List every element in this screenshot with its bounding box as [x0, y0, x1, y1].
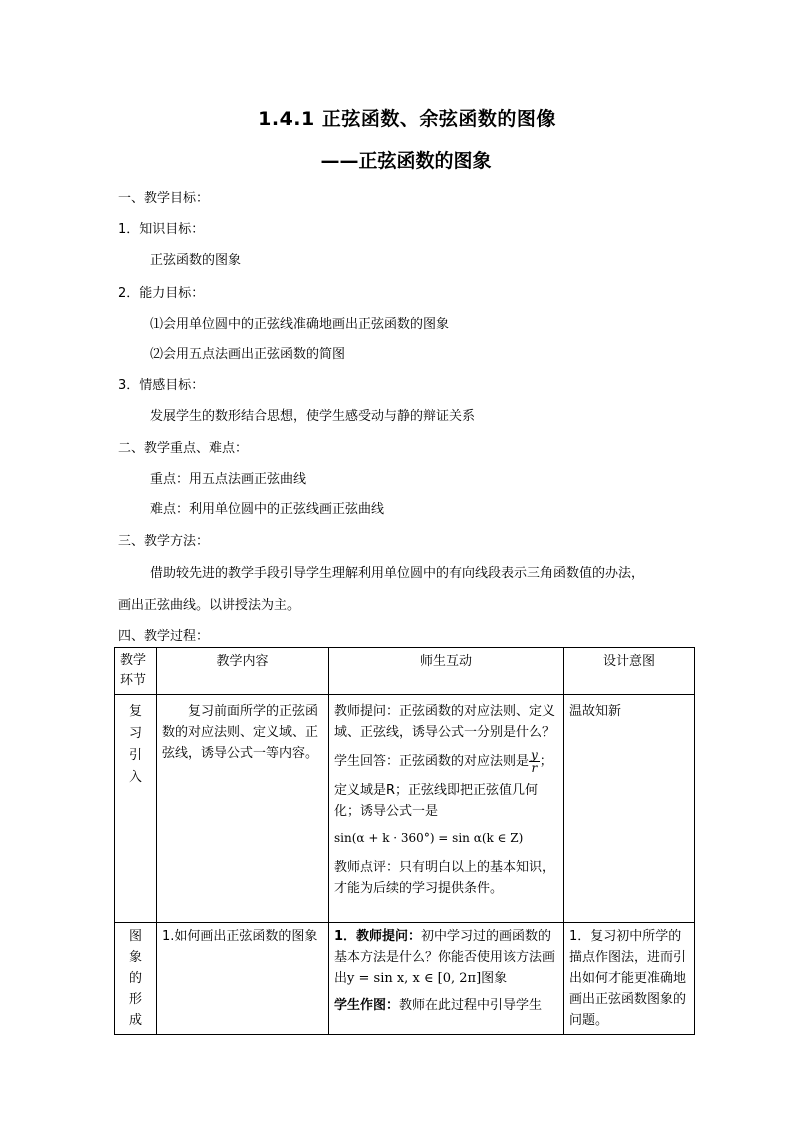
table-row: [115, 923, 695, 1035]
sine-range-expression: y = sin x, x ∈ [0, 2π]: [347, 971, 482, 986]
teaching-process-table: [114, 647, 695, 1035]
stage-char: 复: [128, 704, 142, 719]
stage-char: 成: [128, 1013, 142, 1028]
section-heading-keypoints: 二、教学重点、难点：: [118, 441, 249, 456]
teacher-question-suffix: 图象: [481, 971, 508, 986]
header-content: 教学内容: [157, 648, 329, 695]
interaction-cell-formation: [329, 923, 564, 1035]
teacher-question: 教师提问：正弦函数的对应法则、定义域、正弦线，诱导公式一分别是什么？: [334, 704, 556, 740]
intent-text: 1．复习初中所学的描点作图法，进而引出如何才能更准确地画出正弦函数图象的问题。: [569, 929, 687, 1028]
stage-char: 的: [128, 971, 142, 986]
induction-formula: sin(α + k · 360°) = sin α(k ∈ Z): [334, 831, 524, 845]
teacher-question-2: [334, 926, 558, 989]
header-intent: 设计意图: [564, 648, 695, 695]
student-answer-cont: 定义域是R；正弦线即把正弦值几何化；诱导公式一是: [334, 783, 539, 819]
stage-char: 图: [128, 929, 142, 944]
student-answer: [334, 749, 558, 774]
content-cell-review: [157, 695, 329, 923]
teacher-question-text: 初中学习过的画函数的基本方法是什么？你能否使用该方法画出: [334, 929, 556, 986]
student-answer-suffix: ；: [539, 754, 553, 769]
stage-char: 形: [128, 992, 142, 1007]
emotion-objective-label: 3．情感目标：: [118, 378, 205, 393]
intent-cell-review: [564, 695, 695, 923]
table-header-row: [115, 648, 695, 695]
content-text: 复习前面所学的正弦函数的对应法则、定义域、正弦线，诱导公式一等内容。: [162, 704, 319, 761]
content-cell-formation: [157, 923, 329, 1035]
intent-text: 温故知新: [569, 704, 622, 719]
teacher-comment: 教师点评：只有明白以上的基本知识，才能为后续的学习提供条件。: [334, 860, 556, 896]
fraction-denominator: r: [531, 761, 538, 775]
ability-objective-item-1: ⑴会用单位圆中的正弦线准确地画出正弦函数的图象: [150, 317, 450, 332]
content-text: 1.如何画出正弦函数的图象: [162, 929, 318, 944]
stage-char: 习: [128, 726, 142, 741]
section-heading-process: 四、教学过程：: [118, 629, 210, 644]
fraction-y-over-r: [529, 749, 540, 774]
student-drawing: [334, 995, 558, 1016]
student-drawing-text: 教师在此过程中引导学生: [399, 998, 543, 1013]
ability-objective-item-2: ⑵会用五点法画出正弦函数的简图: [150, 347, 346, 362]
methods-paragraph-line-1: 借助较先进的教学手段引导学生理解利用单位圆中的有向线段表示三角函数值的办法，: [150, 566, 645, 581]
header-interaction: 师生互动: [329, 648, 564, 695]
table-row: [115, 695, 695, 923]
section-heading-objectives: 一、教学目标：: [118, 191, 210, 206]
stage-char: 入: [128, 770, 142, 785]
header-stage: 教学环节: [115, 648, 157, 695]
ability-objective-label: 2．能力目标：: [118, 286, 205, 301]
stage-char: 引: [128, 748, 142, 763]
knowledge-objective-label: 1．知识目标：: [118, 222, 205, 237]
stage-char: 象: [128, 950, 142, 965]
student-drawing-label: 学生作图：: [334, 998, 400, 1013]
intent-cell-formation: [564, 923, 695, 1035]
knowledge-objective-text: 正弦函数的图象: [150, 253, 242, 268]
difficult-point-text: 难点：利用单位圆中的正弦线画正弦曲线: [150, 502, 385, 517]
student-answer-text: 学生回答：正弦函数的对应法则是: [334, 754, 530, 769]
section-heading-methods: 三、教学方法：: [118, 534, 210, 549]
stage-cell-review: [115, 695, 157, 923]
fraction-numerator: y: [531, 748, 538, 762]
document-subtitle: ——正弦函数的图象: [320, 150, 492, 172]
emotion-objective-text: 发展学生的数形结合思想，使学生感受动与静的辩证关系: [150, 409, 476, 424]
interaction-cell-review: [329, 695, 564, 923]
key-point-text: 重点：用五点法画正弦曲线: [150, 472, 307, 487]
document-title: 1.4.1 正弦函数、余弦函数的图像: [258, 108, 556, 130]
stage-cell-formation: [115, 923, 157, 1035]
teacher-question-label: 1．教师提问：: [334, 929, 422, 944]
methods-paragraph-line-2: 画出正弦曲线。以讲授法为主。: [118, 598, 301, 613]
